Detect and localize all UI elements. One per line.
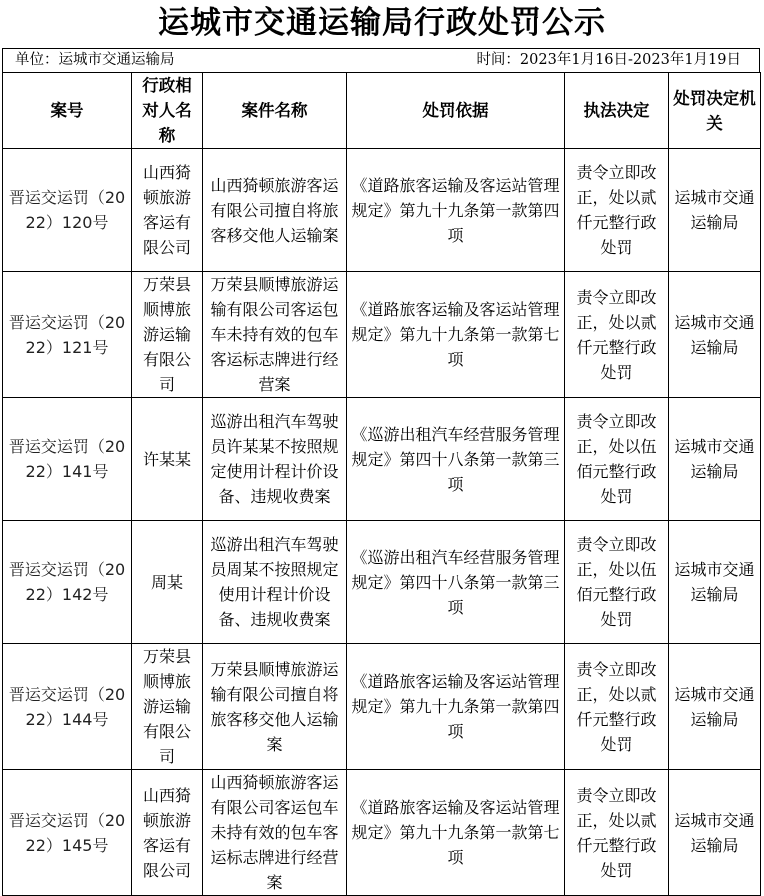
penalty-basis: 《道路旅客运输及客运站管理规定》第九十九条第一款第四项	[347, 644, 565, 770]
enforcement-decision: 责令立即改正，处以贰仟元整行政处罚	[565, 770, 669, 896]
decision-authority: 运城市交通运输局	[669, 272, 761, 398]
enforcement-decision: 责令立即改正，处以贰仟元整行政处罚	[565, 644, 669, 770]
decision-authority: 运城市交通运输局	[669, 644, 761, 770]
party-name: 万荣县顺博旅游运输有限公司	[132, 272, 203, 398]
table-row	[3, 149, 761, 272]
party-name: 周某	[132, 521, 203, 644]
header-authority: 处罚决定机关	[669, 73, 761, 149]
penalty-basis: 《巡游出租汽车经营服务管理规定》第四十八条第一款第三项	[347, 521, 565, 644]
party-name: 许某某	[132, 398, 203, 521]
header-decision: 执法决定	[565, 73, 669, 149]
decision-authority: 运城市交通运输局	[669, 521, 761, 644]
decision-authority: 运城市交通运输局	[669, 398, 761, 521]
case-title: 万荣县顺博旅游运输有限公司客运包车未持有效的包车客运标志牌进行经营案	[203, 272, 347, 398]
case-title: 山西猗顿旅游客运有限公司擅自将旅客移交他人运输案	[203, 149, 347, 272]
case-title: 巡游出租汽车驾驶员周某不按照规定使用计程计价设备、违规收费案	[203, 521, 347, 644]
case-number: 晋运交运罚（2022）141号	[3, 398, 132, 521]
page-title: 运城市交通运输局行政处罚公示	[158, 5, 606, 41]
header-case-name: 案件名称	[203, 73, 347, 149]
table-row	[3, 644, 761, 770]
table-row	[3, 272, 761, 398]
meta-bar	[2, 48, 760, 72]
table-row	[3, 521, 761, 644]
penalty-basis: 《巡游出租汽车经营服务管理规定》第四十八条第一款第三项	[347, 398, 565, 521]
case-title: 山西猗顿旅游客运有限公司客运包车未持有效的包车客运标志牌进行经营案	[203, 770, 347, 896]
decision-authority: 运城市交通运输局	[669, 149, 761, 272]
penalty-basis: 《道路旅客运输及客运站管理规定》第九十九条第一款第七项	[347, 272, 565, 398]
case-title: 巡游出租汽车驾驶员许某某不按照规定使用计程计价设备、违规收费案	[203, 398, 347, 521]
enforcement-decision: 责令立即改正，处以贰仟元整行政处罚	[565, 149, 669, 272]
case-number: 晋运交运罚（2022）142号	[3, 521, 132, 644]
table-row	[3, 398, 761, 521]
case-number: 晋运交运罚（2022）120号	[3, 149, 132, 272]
enforcement-decision: 责令立即改正，处以伍佰元整行政处罚	[565, 398, 669, 521]
header-case-no: 案号	[3, 73, 132, 149]
enforcement-decision: 责令立即改正，处以伍佰元整行政处罚	[565, 521, 669, 644]
enforcement-decision: 责令立即改正，处以贰仟元整行政处罚	[565, 272, 669, 398]
case-number: 晋运交运罚（2022）121号	[3, 272, 132, 398]
header-party: 行政相对人名称	[132, 73, 203, 149]
party-name: 山西猗顿旅游客运有限公司	[132, 149, 203, 272]
time-range: 时间：2023年1月16日-2023年1月19日	[476, 52, 741, 68]
header-basis: 处罚依据	[347, 73, 565, 149]
case-number: 晋运交运罚（2022）145号	[3, 770, 132, 896]
table-header-row	[3, 73, 761, 149]
decision-authority: 运城市交通运输局	[669, 770, 761, 896]
penalty-basis: 《道路旅客运输及客运站管理规定》第九十九条第一款第四项	[347, 149, 565, 272]
penalty-table	[2, 72, 761, 896]
penalty-basis: 《道路旅客运输及客运站管理规定》第九十九条第一款第七项	[347, 770, 565, 896]
case-number: 晋运交运罚（2022）144号	[3, 644, 132, 770]
case-title: 万荣县顺博旅游运输有限公司擅自将旅客移交他人运输案	[203, 644, 347, 770]
unit-label: 单位：运城市交通运输局	[15, 52, 175, 68]
party-name: 万荣县顺博旅游运输有限公司	[132, 644, 203, 770]
party-name: 山西猗顿旅游客运有限公司	[132, 770, 203, 896]
